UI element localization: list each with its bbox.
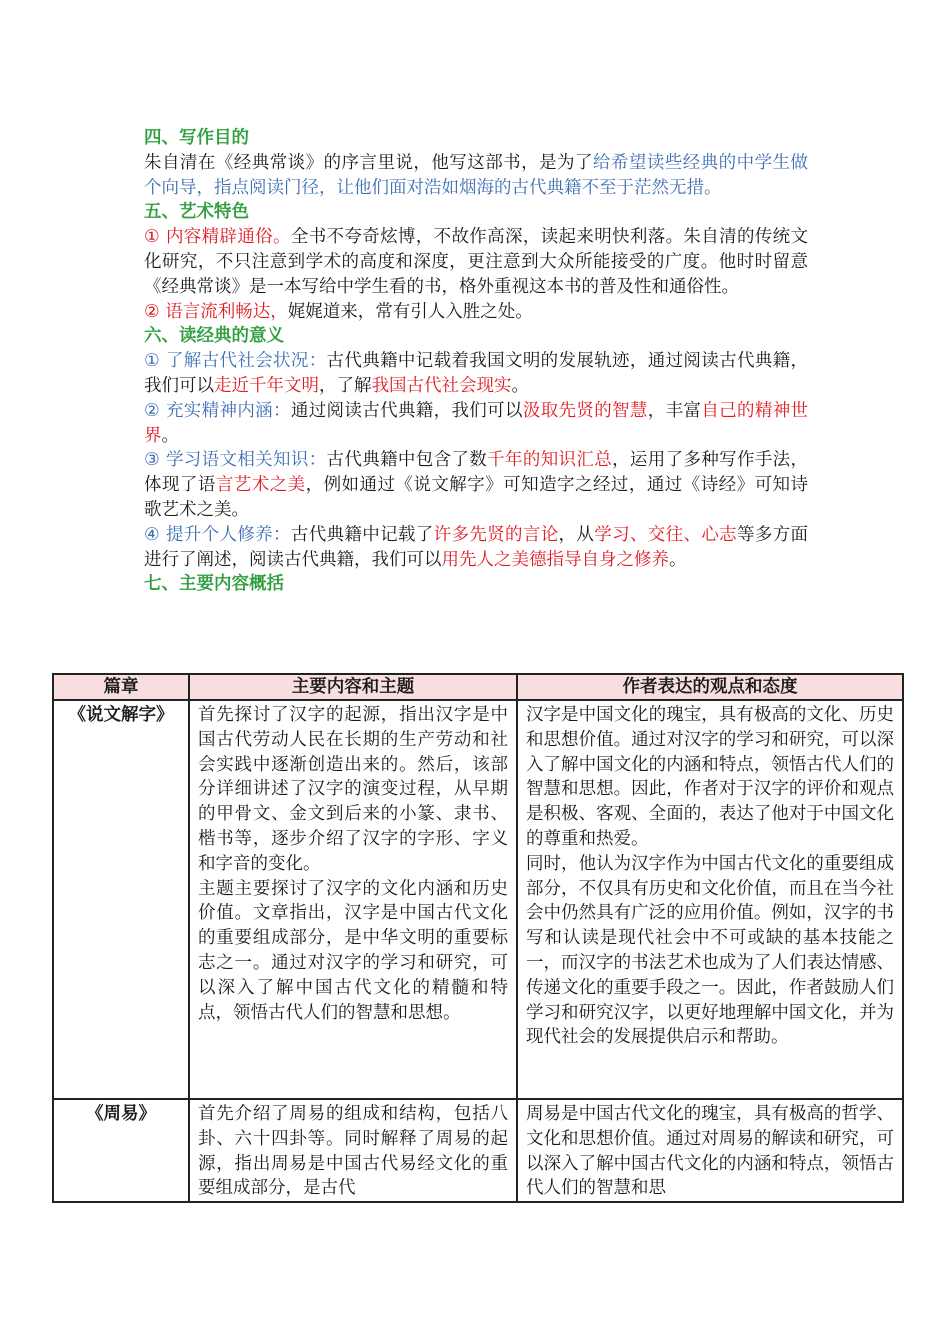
table-row [53, 700, 903, 1099]
art-feature-1-label: ① 内容精辟通俗。 [144, 227, 291, 248]
significance-3 [144, 448, 808, 522]
view-paragraph: 周易是中国古代文化的瑰宝，具有极高的哲学、文化和思想价值。通过对周易的解读和研究，可以深入了解中国古代文化的内涵和特点，领悟古代人们的智慧和思 [526, 1104, 894, 1199]
significance-1-highlight-b: 我国古代社会现实 [371, 375, 512, 396]
significance-2-text-a: 通过阅读古代典籍，我们可以 [290, 400, 523, 421]
significance-1-label: ① 了解古代社会状况： [144, 351, 327, 372]
significance-3-highlight-a: 千年的知识汇总 [487, 450, 613, 471]
art-feature-2 [144, 300, 808, 325]
content-cell [189, 700, 517, 1099]
view-cell [517, 1099, 903, 1202]
section-heading-content-summary: 七、主要内容概括 [144, 574, 284, 595]
significance-2-label: ② 充实精神内涵： [144, 400, 291, 421]
significance-3-label: ③ 学习语文相关知识： [144, 450, 327, 471]
section-heading-art-features: 五、艺术特色 [144, 202, 249, 223]
section-heading-writing-purpose: 四、写作目的 [144, 128, 249, 148]
significance-4-highlight-c: 用先人之美德指导自身之修养 [441, 549, 669, 570]
significance-1-text-a: 古代典籍中记载着我国文明的发展轨迹，通过阅读古代典籍，我们可以 [144, 351, 808, 396]
art-feature-1-text: 全书不夸奇炫博，不故作高深，读起来明快利落。朱自清的传统文化研究，不只注意到学术的高度和深度，更注意到大众所能接受的广度。他时时留意《经典常谈》是一本写给中学生看的书，格外重视这本书的普及性和通俗性。 [144, 227, 808, 297]
significance-1-text-b: ，了解 [319, 375, 372, 396]
art-feature-1 [144, 225, 808, 299]
content-summary-table [52, 673, 904, 1203]
column-header-chapter: 篇章 [53, 674, 189, 700]
significance-3-text-b: ，运用了多种写作手法，体现了语 [144, 450, 809, 496]
significance-2-text-b: ，丰富 [647, 400, 702, 421]
significance-3-text-a: 古代典籍中包含了数 [326, 450, 488, 471]
significance-2-highlight-a: 汲取先贤的智慧 [522, 400, 648, 421]
significance-1-text-c: 。 [511, 375, 529, 396]
text-body [144, 126, 808, 597]
significance-4-text-c: 等多方面进行了阐述，阅读古代典籍，我们可以 [144, 524, 809, 570]
significance-1 [144, 349, 808, 399]
significance-4-label: ④ 提升个人修养： [144, 524, 291, 545]
chapter-cell: 《周易》 [53, 1099, 189, 1202]
art-feature-2-label: ② 语言流利畅达， [144, 301, 288, 322]
view-paragraph: 同时，他认为汉字作为中国古代文化的重要组成部分，不仅具有历史和文化价值，而且在当今社会中仍然具有广泛的应用价值。例如，汉字的书写和认读是现代社会中不可或缺的基本技能之一，而汉字的书法艺术也成为了人们表达情感、传递文化的重要手段之一。因此，作者鼓励人们学习和研究汉字，以更好地理解中国文化，并为现代社会的发展提供启示和帮助。 [526, 853, 894, 1048]
significance-4-text-a: 古代典籍中记载了 [290, 524, 434, 545]
content-paragraph: 首先介绍了周易的组成和结构，包括八卦、六十四卦等。同时解释了周易的起源，指出周易是中国古代易经文化的重要组成部分，是古代 [198, 1104, 508, 1199]
significance-4-highlight-a: 许多先贤的言论 [433, 524, 559, 545]
writing-purpose-paragraph [144, 151, 808, 201]
table-row [53, 1099, 903, 1202]
view-paragraph: 汉字是中国文化的瑰宝，具有极高的文化、历史和思想价值。通过对汉字的学习和研究，可以深入了解中国文化的内涵和特点，领悟古代人们的智慧和思想。因此，作者对于汉字的评价和观点是积极、客观、全面的，表达了他对于中国文化的尊重和热爱。 [526, 705, 894, 849]
significance-1-highlight-a: 走近千年文明 [214, 375, 319, 396]
significance-3-highlight-b: 言艺术之美 [215, 475, 306, 496]
content-paragraph: 主题主要探讨了汉字的文化内涵和历史价值。文章指出，汉字是中国古代文化的重要组成部分，是中华文明的重要标志之一。通过对汉字的学习和研究，可以深入了解中国古代文化的精髓和特点，领悟古代人们的智慧和思想。 [198, 878, 508, 1023]
significance-4-text-b: ，从 [558, 524, 595, 545]
significance-3-text-c: ，例如通过《说文解字》可知造字之经过，通过《诗经》可知诗歌艺术之美。 [144, 475, 809, 520]
art-feature-2-text: 娓娓道来，常有引人入胜之处。 [287, 301, 533, 322]
column-header-view: 作者表达的观点和态度 [517, 674, 903, 700]
writing-purpose-highlight: 给希望读些经典的中学生做个向导，指点阅读门径，让他们面对浩如烟海的古代典籍不至于茫然无措。 [144, 152, 809, 198]
content-cell [189, 1099, 517, 1202]
table-header-row [53, 674, 903, 700]
view-cell [517, 700, 903, 1099]
significance-2-text-c: 。 [161, 425, 179, 446]
writing-purpose-intro: 朱自清在《经典常谈》的序言里说，他写这部书，是为了 [144, 152, 593, 173]
chapter-cell: 《说文解字》 [53, 700, 189, 1099]
significance-2 [144, 399, 808, 449]
content-paragraph: 首先探讨了汉字的起源，指出汉字是中国古代劳动人民在长期的生产劳动和社会实践中逐渐创造出来的。然后，该部分详细讲述了汉字的演变过程，从早期的甲骨文、金文到后来的小篆、隶书、楷书等，逐步介绍了汉字的字形、字义和字音的变化。 [198, 705, 508, 874]
significance-4-text-d: 。 [669, 549, 687, 570]
significance-2-highlight-b: 自己的精神世界 [144, 400, 809, 446]
column-header-content: 主要内容和主题 [189, 674, 517, 700]
significance-4-highlight-b: 学习、交往、心志 [594, 524, 738, 545]
section-heading-reading-significance: 六、读经典的意义 [144, 326, 284, 347]
significance-4 [144, 523, 808, 573]
